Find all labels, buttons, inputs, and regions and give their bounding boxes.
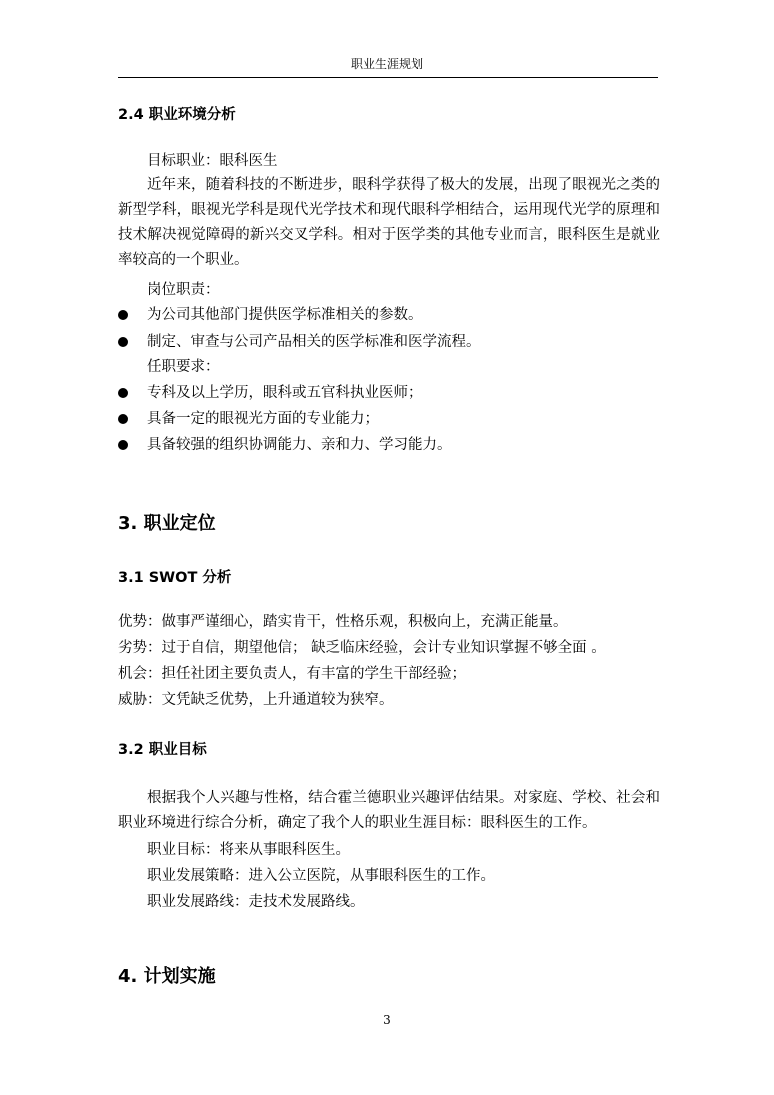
career-route-line: 职业发展路线：走技术发展路线。: [147, 894, 365, 910]
swot-weakness: 劣势：过于自信，期望他信； 缺乏临床经验，会计专业知识掌握不够全面 。: [118, 640, 606, 656]
career-strategy-line: 职业发展策略：进入公立医院，从事眼科医生的工作。: [147, 868, 495, 884]
header-rule: [118, 77, 658, 78]
duties-label: 岗位职责：: [147, 282, 220, 298]
swot-threat: 威胁：文凭缺乏优势，上升通道较为狭窄。: [118, 692, 394, 708]
swot-strength: 优势：做事严谨细心，踏实肯干，性格乐观，积极向上，充满正能量。: [118, 614, 568, 630]
bullet-icon: [118, 310, 128, 320]
section-2-4-intro: 近年来，随着科技的不断进步，眼科学获得了极大的发展，出现了眼视光之类的新型学科，眼视光学科是现代光学技术和现代眼科学相结合，运用现代光学的原理和技术解决视觉障碍的新兴交叉学科。相对于医学类的其他专业而言，眼科医生是就业率较高的一个职业。: [118, 177, 660, 268]
page-header: 职业生涯规划: [350, 57, 423, 71]
section-3-1-heading: 3.1 SWOT 分析: [118, 570, 232, 586]
page-number: 3: [383, 1013, 391, 1027]
section-3-heading: 3. 职业定位: [118, 513, 216, 534]
section-4-heading: 4. 计划实施: [118, 966, 216, 987]
bullet-icon: [118, 440, 128, 450]
list-item-text: 专科及以上学历，眼科或五官科执业医师；: [147, 385, 423, 401]
list-item-text: 具备较强的组织协调能力、亲和力、学习能力。: [147, 437, 452, 453]
swot-opportunity: 机会：担任社团主要负责人，有丰富的学生干部经验；: [118, 666, 466, 682]
bullet-icon: [118, 337, 128, 347]
career-goal-line: 职业目标：将来从事眼科医生。: [147, 842, 350, 858]
list-item-text: 制定、审查与公司产品相关的医学标准和医学流程。: [147, 334, 481, 350]
requirements-label: 任职要求：: [147, 359, 220, 375]
bullet-icon: [118, 388, 128, 398]
section-3-2-intro: 根据我个人兴趣与性格，结合霍兰德职业兴趣评估结果。对家庭、学校、社会和职业环境进行综合分析，确定了我个人的职业生涯目标：眼科医生的工作。: [118, 790, 660, 831]
bullet-icon: [118, 414, 128, 424]
section-2-4-heading: 2.4 职业环境分析: [118, 107, 236, 123]
target-job-line: 目标职业：眼科医生: [147, 153, 278, 169]
list-item-text: 为公司其他部门提供医学标准相关的参数。: [147, 307, 423, 323]
section-3-2-heading: 3.2 职业目标: [118, 742, 207, 758]
list-item-text: 具备一定的眼视光方面的专业能力；: [147, 411, 379, 427]
